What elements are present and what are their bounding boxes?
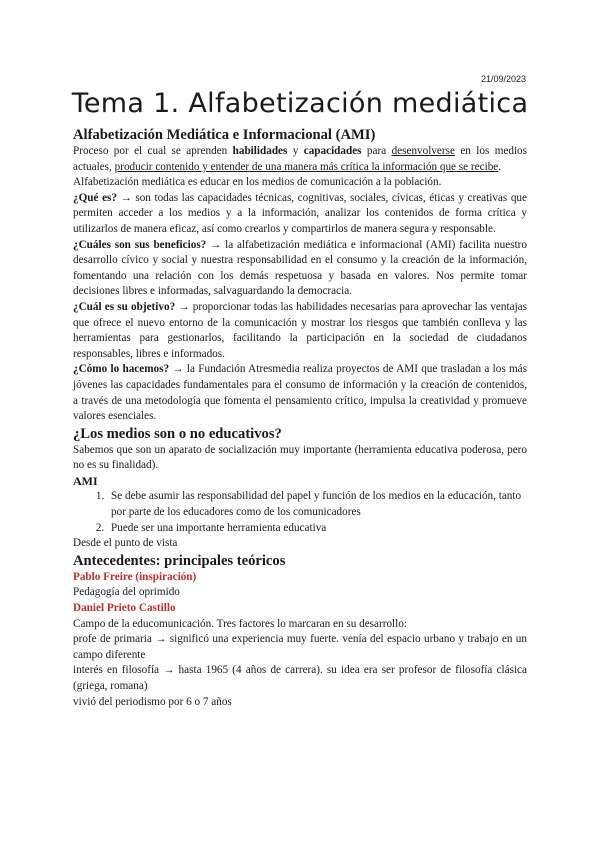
heading-ami: Alfabetización Mediática e Informacional (AMI) xyxy=(73,127,376,143)
question-como: ¿Cómo lo hacemos? xyxy=(73,363,170,376)
bold-habilidades: habilidades xyxy=(232,145,288,157)
answer-como: → la Fundación Atresmedia realiza proyectos de AMI que trasladan a los más jóvenes las capacidades fundamentales para el consumo de información y la creación de contenidos, a través de una metodología que fomenta el pensamiento crítico, impulsa la creatividad y promueve valores esenciales. xyxy=(73,363,527,423)
author-prieto: Daniel Prieto Castillo xyxy=(73,602,176,615)
text-run: . xyxy=(498,160,502,173)
text-run: y xyxy=(287,145,304,157)
work-pedagogia: Pedagogía del oprimido xyxy=(73,586,180,599)
list-item: 1. Se debe asumir las responsabilidad del papel y función de los medios en la educación, tanto por parte de los educadores como de los comunicadores xyxy=(107,489,527,520)
paragraph-socializacion: Sabemos que son un aparato de socialización muy importante (herramienta educativa poderosa, pero no es su finalidad). xyxy=(73,443,527,472)
line-filosofia: interés en filosofía → hasta 1965 (4 años de carrera). su idea era ser profesor de filosofía clásica (griega, romana) xyxy=(73,664,527,692)
text-run: Proceso por el cual se aprenden xyxy=(73,145,233,157)
question-beneficios: ¿Cuáles son sus beneficios? xyxy=(73,238,207,251)
heading-medios-educativos: ¿Los medios son o no educativos? xyxy=(73,425,282,442)
text-run: en los medios actuales, xyxy=(73,145,528,173)
line-educomunicacion: Campo de la educomunicación. Tres factores lo marcaran en su desarrollo: xyxy=(73,617,407,630)
paragraph-que-es xyxy=(73,191,527,238)
line-profe-primaria: profe de primaria → significó una experiencia muy fuerte. venía del espacio urbano y trabajo en un campo diferente xyxy=(73,633,527,661)
label-ami: AMI xyxy=(73,473,98,488)
ami-list xyxy=(73,489,527,536)
answer-objetivo: → proporcionar todas las habilidades necesarias para aprovechar las ventajas que ofrece el nuevo entorno de la comunicación y mostrar los riesgos que también conlleva y las herramientas para gestionarlos, facilitando la participación en la sociedad de ciudadanos responsables, libres e informados. xyxy=(73,300,527,360)
answer-beneficios: → la alfabetización mediática e informacional (AMI) facilita nuestro desarrollo cívico y social y nuestra responsabilidad en el consumo y la creación de la información, fomentando una relación con los demás respetuosa y basada en valores. Nos permite tomar decisiones libres e informadas, salvaguardando la democracia. xyxy=(73,238,527,298)
question-que-es: ¿Qué es? xyxy=(73,191,117,204)
bold-capacidades: capacidades xyxy=(303,145,362,157)
paragraph-punto-de-vista: Desde el punto de vista xyxy=(73,537,178,550)
paragraph-objetivo xyxy=(73,300,527,362)
paragraph-definition xyxy=(73,144,527,175)
document-date: 21/09/2023 xyxy=(480,74,526,84)
heading-antecedentes: Antecedentes: principales teóricos xyxy=(73,552,286,569)
paragraph-beneficios xyxy=(73,238,527,300)
paragraph-educar: Alfabetización mediática es educar en los medios de comunicación a la población. xyxy=(73,176,442,189)
answer-que-es: → son todas las capacidades técnicas, cognitivas, sociales, cívicas, éticas y creativas que permiten acceder a los medios y a la información, analizar los contenidos de forma crítica y utilizarlos de manera eficaz, así como crearlos y compartirlos de manera segura y responsable. xyxy=(73,191,527,235)
author-freire: Pablo Freire (inspiración) xyxy=(73,570,197,583)
question-objetivo: ¿Cuál es su objetivo? xyxy=(73,300,176,313)
underline-desenvolverse: desenvolverse xyxy=(391,145,455,157)
text-run: para xyxy=(361,145,392,157)
document-body xyxy=(73,126,527,710)
line-periodismo: vivió del periodismo por 6 o 7 años xyxy=(73,695,232,708)
list-item: 2. Puede ser una importante herramienta educativa xyxy=(107,521,527,537)
underline-producir-contenido: producir contenido y entender de una manera más crítica la información que se recibe xyxy=(114,160,499,173)
paragraph-como xyxy=(73,362,527,424)
page-title: Tema 1. Alfabetización mediática xyxy=(71,88,529,119)
